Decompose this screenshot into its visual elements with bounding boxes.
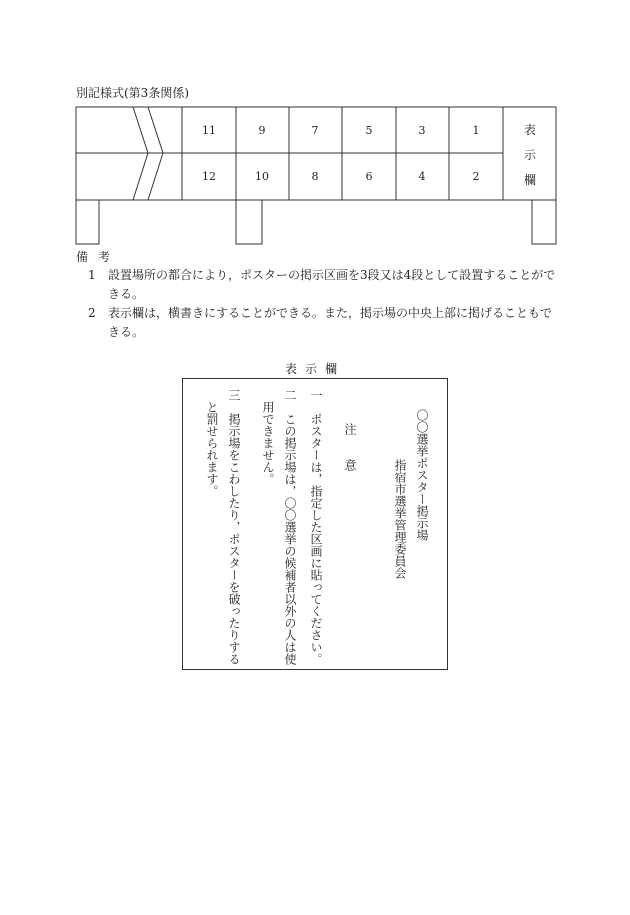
rule-2: 二 この掲示場は，〇〇選挙の候補者以外の人は使 — [283, 389, 297, 665]
note-item — [88, 304, 558, 342]
display-label-char: 欄 — [523, 173, 537, 187]
note-number: 2 — [88, 306, 96, 320]
section-number: 5 — [365, 124, 373, 137]
rule-1: 一 ポスターは，指定した区画に貼ってください。 — [309, 389, 323, 665]
section-number: 4 — [418, 170, 426, 183]
section-number: 10 — [255, 170, 269, 183]
caution-heading: 注 意 — [343, 423, 357, 471]
section-number: 6 — [365, 170, 373, 183]
note-number: 1 — [88, 268, 96, 282]
board-leg-left — [76, 200, 99, 244]
rule-3-continued: と罰せられます。 — [205, 401, 219, 497]
notes-heading: 備考 — [76, 250, 121, 264]
section-number: 12 — [202, 170, 216, 183]
section-number: 3 — [418, 124, 426, 137]
section-number: 2 — [472, 170, 480, 183]
display-label-char: 示 — [523, 148, 537, 162]
section-number: 7 — [311, 124, 319, 137]
rule-2-continued: 用できません。 — [261, 401, 275, 485]
display-panel-title: 表示欄 — [284, 362, 345, 376]
display-panel — [182, 378, 448, 670]
form-title: 別記様式(第3条関係) — [76, 86, 189, 100]
note-text-continued: きる。 — [108, 287, 145, 301]
committee-name: 指宿市選挙管理委員会 — [393, 459, 407, 579]
section-number: 8 — [311, 170, 319, 183]
board-name: 〇〇選挙ポスター掲示場 — [415, 409, 429, 541]
poster-board-diagram — [0, 0, 630, 260]
section-number: 11 — [202, 124, 216, 137]
note-text-continued: きる。 — [108, 325, 145, 339]
note-item — [88, 266, 558, 304]
rule-3: 三 掲示場をこわしたり，ポスターを破ったりする — [227, 389, 241, 665]
note-text: 設置場所の都合により，ポスターの掲示区画を3段又は4段として設置することがで — [108, 268, 556, 282]
note-text: 表示欄は，横書きにすることができる。また，掲示場の中央上部に掲げることもで — [108, 306, 553, 320]
section-number: 9 — [258, 124, 266, 137]
board-leg-right — [532, 200, 556, 244]
board-leg-middle — [236, 200, 262, 244]
section-number: 1 — [472, 124, 480, 137]
display-label-char: 表 — [523, 123, 537, 137]
